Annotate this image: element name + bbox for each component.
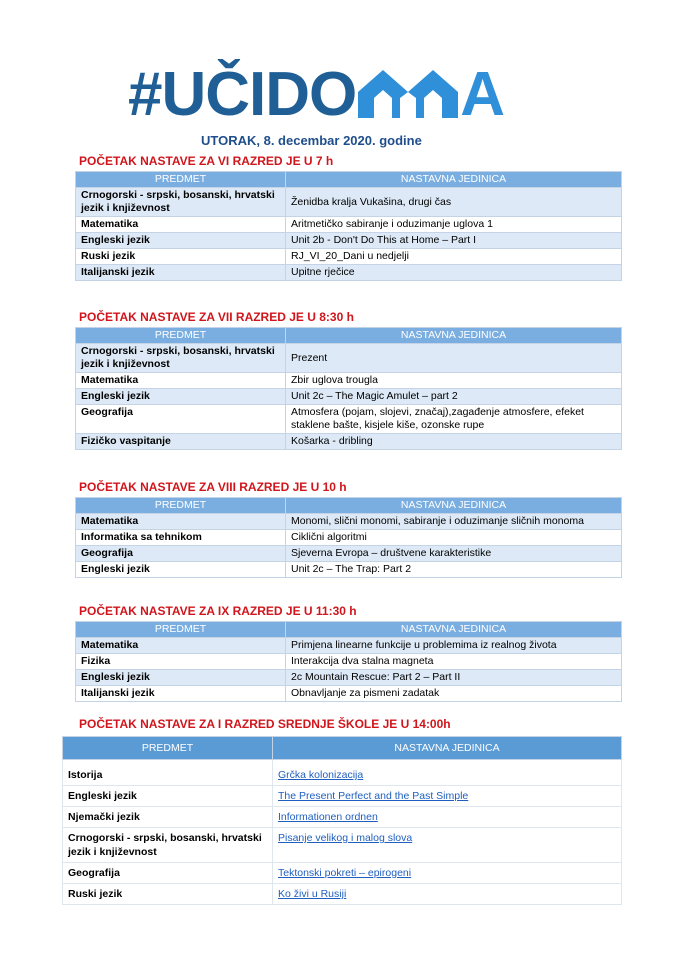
unit-cell: Unit 2c – The Trap: Part 2 — [286, 562, 622, 578]
subject-cell: Fizičko vaspitanje — [76, 434, 286, 450]
table-row — [76, 546, 622, 562]
unit-cell: Prezent — [286, 344, 622, 373]
table-row — [76, 233, 622, 249]
col-header-unit: NASTAVNA JEDINICA — [286, 498, 622, 514]
table-row — [63, 828, 622, 863]
table-row — [76, 344, 622, 373]
unit-cell: Monomi, slični monomi, sabiranje i oduzimanje sličnih monoma — [286, 514, 622, 530]
section-heading-viii: POČETAK NASTAVE ZA VIII RAZRED JE U 10 h — [79, 480, 347, 494]
section-heading-vi: POČETAK NASTAVE ZA VI RAZRED JE U 7 h — [79, 154, 334, 168]
col-header-subject: PREDMET — [76, 498, 286, 514]
unit-link[interactable]: Ko živi u Rusiji — [273, 884, 622, 905]
table-row — [76, 514, 622, 530]
schedule-table-vi — [75, 171, 622, 281]
subject-cell: Italijanski jezik — [76, 265, 286, 281]
table-row — [76, 389, 622, 405]
subject-cell: Geografija — [76, 405, 286, 434]
table-row — [76, 670, 622, 686]
subject-cell: Engleski jezik — [76, 233, 286, 249]
col-header-unit: NASTAVNA JEDINICA — [273, 737, 622, 760]
table-row — [63, 760, 622, 786]
subject-cell: Ruski jezik — [63, 884, 273, 905]
table-row — [76, 265, 622, 281]
house-roof-icon — [356, 62, 460, 128]
table-row — [76, 562, 622, 578]
unit-cell: Aritmetičko sabiranje i oduzimanje uglova 1 — [286, 217, 622, 233]
table-row — [76, 530, 622, 546]
unit-cell: Ženidba kralja Vukašina, drugi čas — [286, 188, 622, 217]
unit-cell: Zbir uglova trougla — [286, 373, 622, 389]
table-row — [76, 434, 622, 450]
unit-cell: Primjena linearne funkcije u problemima iz realnog života — [286, 638, 622, 654]
unit-link[interactable]: Tektonski pokreti – epirogeni — [273, 863, 622, 884]
subject-cell: Matematika — [76, 514, 286, 530]
unit-link[interactable]: Pisanje velikog i malog slova — [273, 828, 622, 863]
col-header-subject: PREDMET — [76, 622, 286, 638]
subject-cell: Fizika — [76, 654, 286, 670]
subject-cell: Geografija — [63, 863, 273, 884]
ucidoma-logo — [128, 62, 504, 128]
subject-cell: Engleski jezik — [63, 786, 273, 807]
col-header-subject: PREDMET — [76, 328, 286, 344]
section-heading-vii: POČETAK NASTAVE ZA VII RAZRED JE U 8:30 h — [79, 310, 354, 324]
table-row — [63, 884, 622, 905]
unit-cell: Unit 2c – The Magic Amulet – part 2 — [286, 389, 622, 405]
unit-link[interactable]: The Present Perfect and the Past Simple — [273, 786, 622, 807]
table-row — [76, 638, 622, 654]
section-heading-ix: POČETAK NASTAVE ZA IX RAZRED JE U 11:30 h — [79, 604, 357, 618]
table-row — [76, 405, 622, 434]
table-row — [76, 217, 622, 233]
date-line: UTORAK, 8. decembar 2020. godine — [201, 133, 422, 148]
col-header-subject: PREDMET — [76, 172, 286, 188]
subject-cell: Ruski jezik — [76, 249, 286, 265]
subject-cell: Matematika — [76, 217, 286, 233]
subject-cell: Italijanski jezik — [76, 686, 286, 702]
subject-cell: Istorija — [63, 760, 273, 786]
unit-cell: Sjeverna Evropa – društvene karakteristike — [286, 546, 622, 562]
unit-cell: Upitne rječice — [286, 265, 622, 281]
unit-cell: Obnavljanje za pismeni zadatak — [286, 686, 622, 702]
table-row — [63, 786, 622, 807]
subject-cell: Matematika — [76, 638, 286, 654]
logo-letters-do: DO — [265, 60, 357, 129]
unit-link[interactable]: Informationen ordnen — [273, 807, 622, 828]
schedule-table-viii — [75, 497, 622, 578]
table-row — [76, 373, 622, 389]
unit-cell: 2c Mountain Rescue: Part 2 – Part II — [286, 670, 622, 686]
unit-cell: Interakcija dva stalna magneta — [286, 654, 622, 670]
subject-cell: Matematika — [76, 373, 286, 389]
subject-cell: Engleski jezik — [76, 670, 286, 686]
subject-cell: Geografija — [76, 546, 286, 562]
subject-cell: Njemački jezik — [63, 807, 273, 828]
table-row — [63, 807, 622, 828]
unit-cell: Unit 2b - Don't Do This at Home – Part I — [286, 233, 622, 249]
table-row — [76, 188, 622, 217]
table-row — [76, 654, 622, 670]
subject-cell: Informatika sa tehnikom — [76, 530, 286, 546]
subject-cell: Crnogorski - srpski, bosanski, hrvatski jezik i književnost — [63, 828, 273, 863]
unit-cell: Košarka - dribling — [286, 434, 622, 450]
table-row — [63, 863, 622, 884]
table-row — [76, 249, 622, 265]
unit-cell: Ciklični algoritmi — [286, 530, 622, 546]
subject-cell: Engleski jezik — [76, 389, 286, 405]
unit-cell: Atmosfera (pojam, slojevi, značaj),zagađenje atmosfere, efeket staklene bašte, kisjele kiše, ozonske rupe — [286, 405, 622, 434]
logo-letter-a: A — [460, 60, 505, 129]
unit-cell: RJ_VI_20_Dani u nedjelji — [286, 249, 622, 265]
schedule-table-i-srednje — [62, 736, 622, 905]
subject-cell: Crnogorski - srpski, bosanski, hrvatski jezik i književnost — [76, 188, 286, 217]
col-header-unit: NASTAVNA JEDINICA — [286, 328, 622, 344]
section-heading-i-srednje: POČETAK NASTAVE ZA I RAZRED SREDNJE ŠKOLE JE U 14:00h — [79, 717, 451, 731]
subject-cell: Engleski jezik — [76, 562, 286, 578]
col-header-unit: NASTAVNA JEDINICA — [286, 172, 622, 188]
subject-cell: Crnogorski - srpski, bosanski, hrvatski jezik i književnost — [76, 344, 286, 373]
table-row — [76, 686, 622, 702]
col-header-unit: NASTAVNA JEDINICA — [286, 622, 622, 638]
logo-text-ucidom: #UČI — [128, 60, 266, 129]
unit-link[interactable]: Grčka kolonizacija — [273, 760, 622, 786]
schedule-table-ix — [75, 621, 622, 702]
schedule-table-vii — [75, 327, 622, 450]
col-header-subject: PREDMET — [63, 737, 273, 760]
